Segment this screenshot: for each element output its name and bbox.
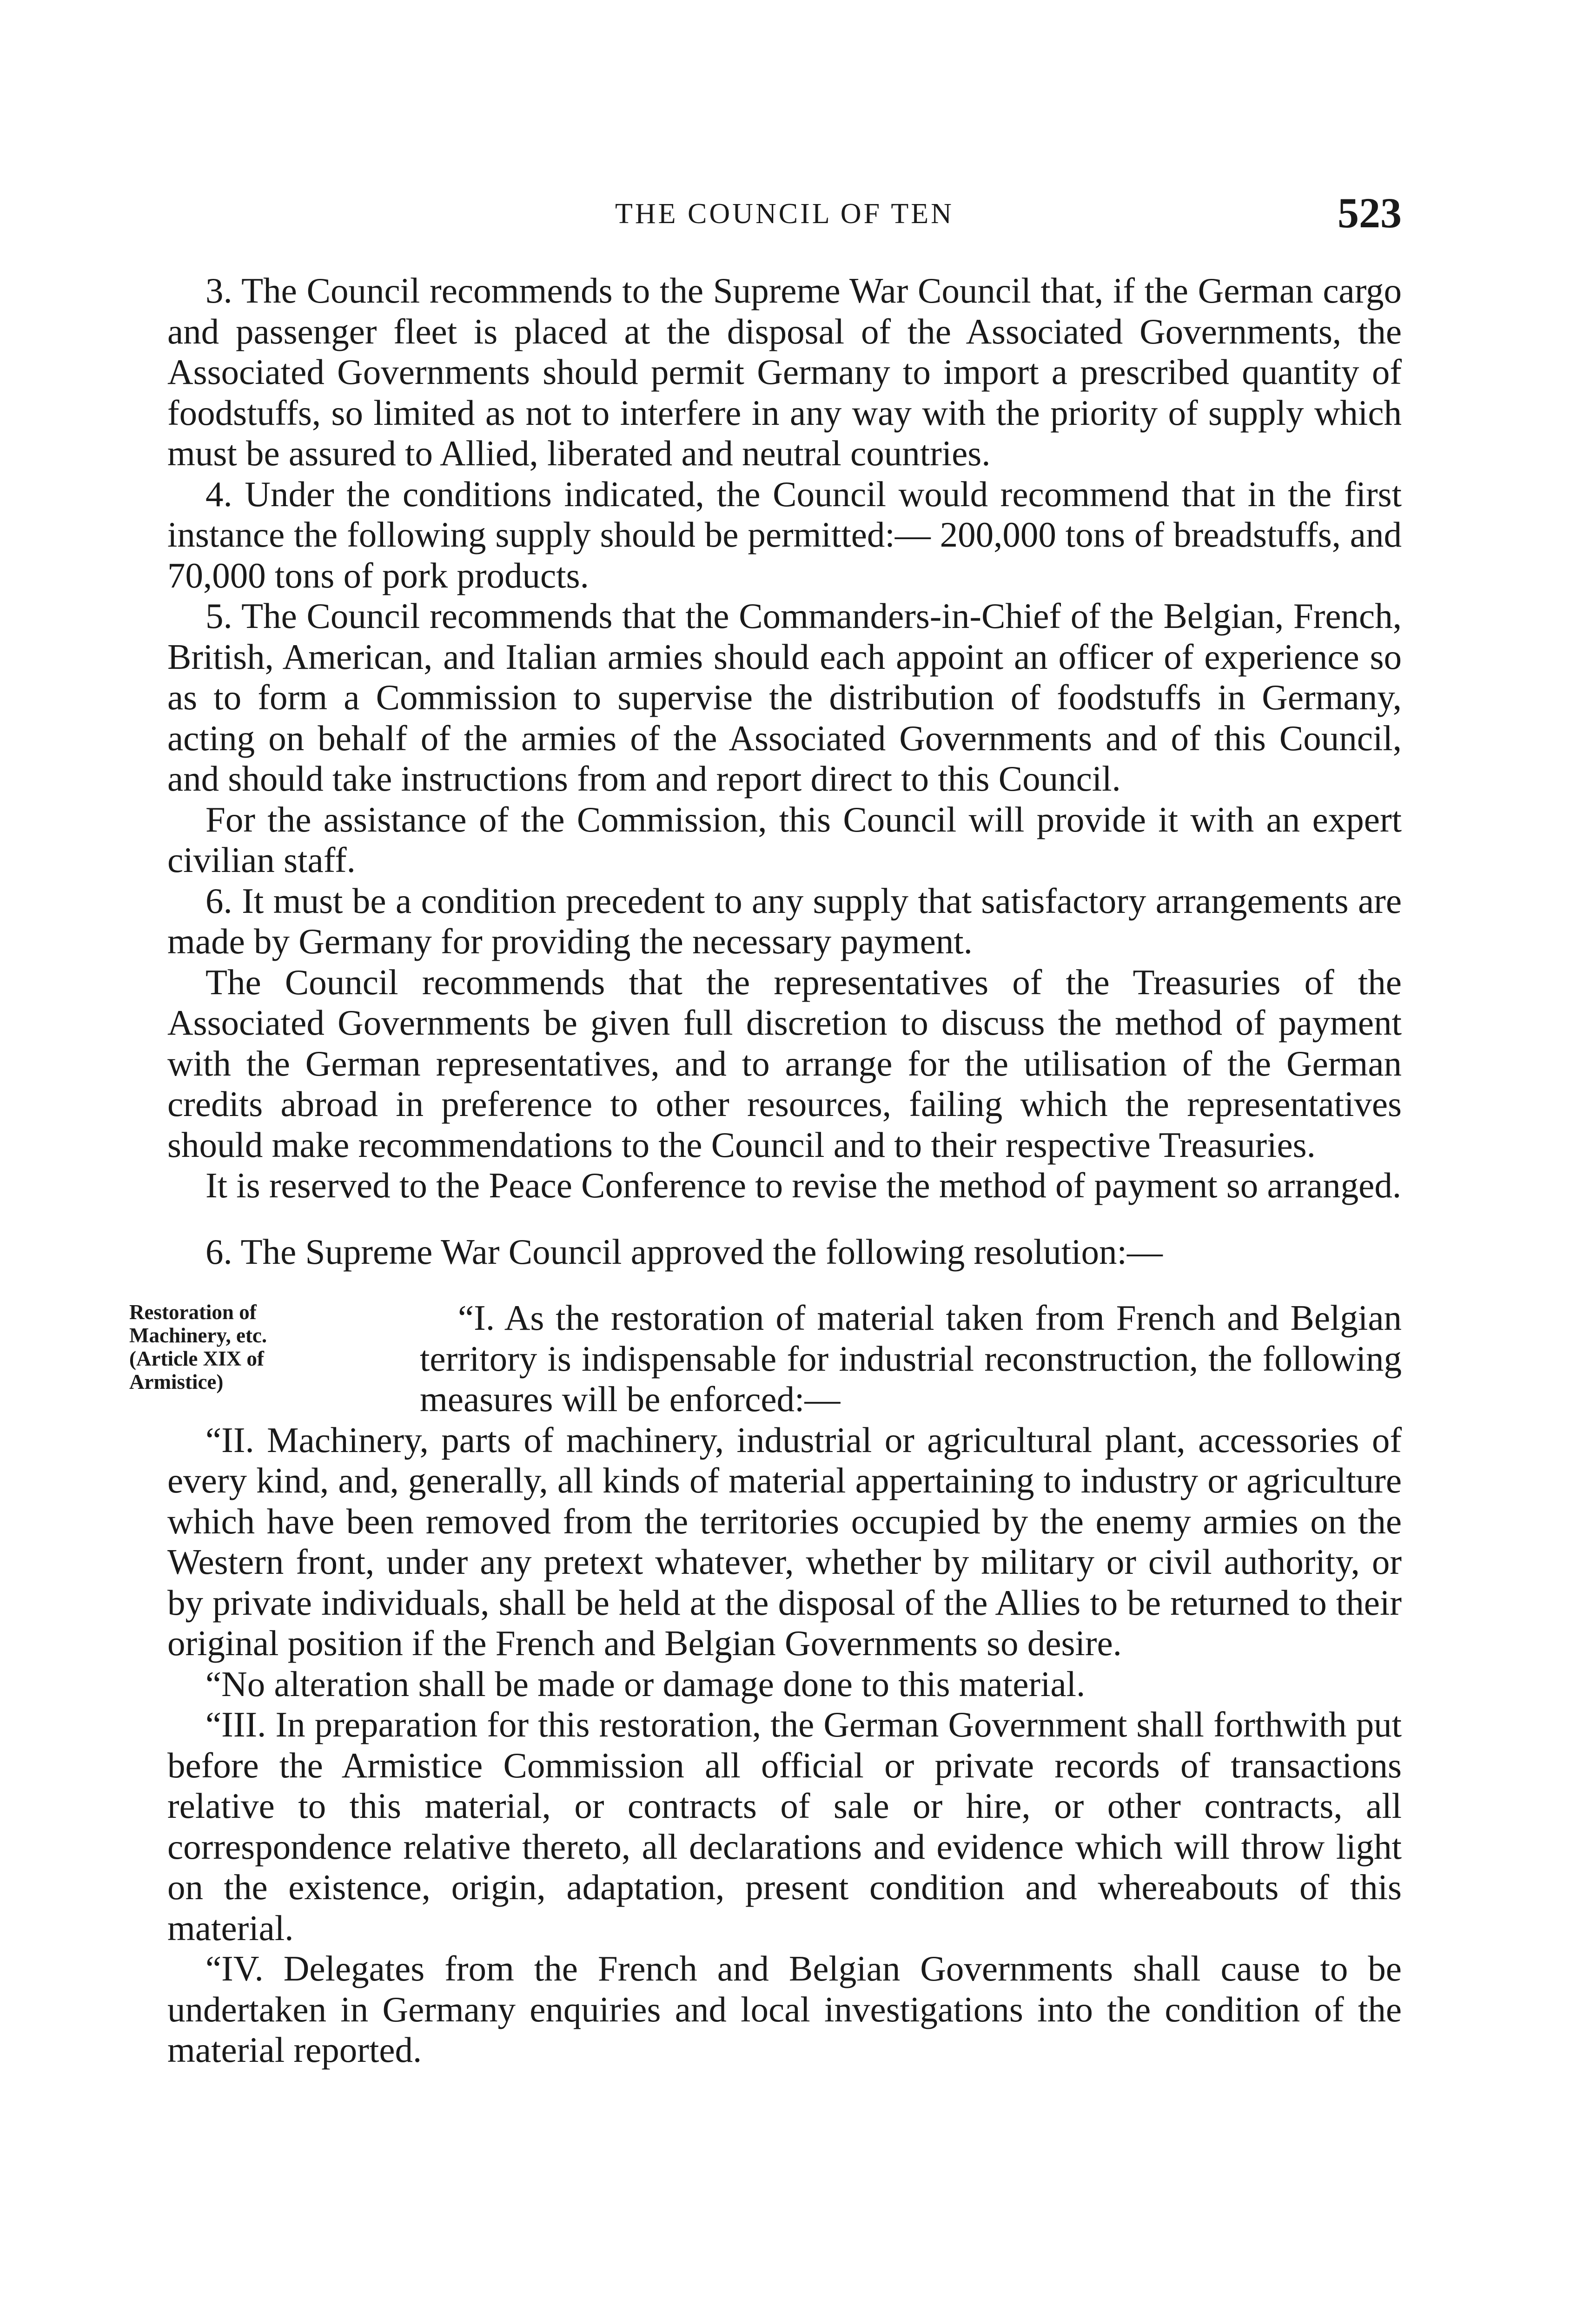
paragraph-article-two: “II. Machinery, parts of machinery, industrial or agricultural plant, accessories of every kind, and, generally, all kinds of material appertaining to industry or agriculture which have been removed from the territories occupied by the enemy armies on the Western front, under any pretext whatever, whether by military or civil authority, or by private individuals, shall be held at the disposal of the Allies to be returned to their original position if the French and Belgian Governments so desire. [167, 1419, 1402, 1663]
paragraph-payment-condition: 6. It must be a condition precedent to any supply that satisfactory arrangements are made by Germany for providing the necessary payment. [167, 880, 1402, 961]
body-text [129, 271, 1402, 2071]
paragraph-article-one [129, 1298, 1402, 1420]
paragraph-peace-conference: It is reserved to the Peace Conference to revise the method of payment so arranged. [205, 1165, 1402, 1205]
paragraph-commission: 5. The Council recommends that the Commanders-in-Chief of the Belgian, French, British, American, and Italian armies should each appoint an officer of experience so as to form a Commission to supervise the distribution of foodstuffs in Germany, acting on behalf of the armies of the Associated Governments and of this Council, and should take instructions from and report direct to this Council. [167, 596, 1402, 799]
paragraph-civilian-staff: For the assistance of the Commission, this Council will provide it with an expert civilian staff. [167, 799, 1402, 880]
paragraph-resolution-intro: 6. The Supreme War Council approved the following resolution:— [205, 1231, 1163, 1272]
side-note [129, 1301, 394, 1393]
paragraph-article-three: “III. In preparation for this restoration, the German Government shall forthwith put before the Armistice Commission all official or private records of transactions relative to this material, or contracts of sale or hire, or other contracts, all correspondence relative thereto, all declarations and evidence which will throw light on the existence, origin, adaptation, present condition and whereabouts of this material. [167, 1704, 1402, 1948]
side-note-line: Armistice) [129, 1370, 224, 1393]
side-note-line: (Article XIX of [129, 1347, 264, 1370]
running-head [167, 188, 1402, 239]
paragraph-article-four: “IV. Delegates from the French and Belgian Governments shall cause to be undertaken in Germany enquiries and local investigations into the condition of the material reported. [167, 1948, 1402, 2070]
paragraph-article-one-text: “I. As the restoration of material taken from French and Belgian territory is indispensable for industrial reconstruction, the following measures will be enforced:— [420, 1298, 1402, 1419]
page-number: 523 [1338, 189, 1402, 237]
paragraph-treasuries: The Council recommends that the representatives of the Treasuries of the Associated Governments be given full discretion to discuss the method of payment with the German representatives, and to arrange for the utilisation of the German credits abroad in preference to other resources, failing which the representatives should make recommendations to the Council and to their respective Treasuries. [167, 962, 1402, 1165]
running-title: THE COUNCIL OF TEN [615, 198, 954, 230]
paragraph-initial-supply: 4. Under the conditions indicated, the Council would recommend that in the first instance the following supply should be permitted:— 200,000 tons of breadstuffs, and 70,000 tons of pork products. [167, 474, 1402, 595]
side-note-line: Machinery, etc. [129, 1324, 267, 1347]
paragraph-no-alteration: “No alteration shall be made or damage done to this material. [205, 1664, 1086, 1704]
paragraph-food-imports: 3. The Council recommends to the Supreme War Council that, if the German cargo and passenger fleet is placed at the disposal of the Associated Governments, the Associated Governments should permit Germany to import a prescribed quantity of foodstuffs, so limited as not to interfere in any way with the priority of supply which must be assured to Allied, liberated and neutral countries. [167, 271, 1402, 473]
side-note-line: Restoration of [129, 1301, 257, 1324]
